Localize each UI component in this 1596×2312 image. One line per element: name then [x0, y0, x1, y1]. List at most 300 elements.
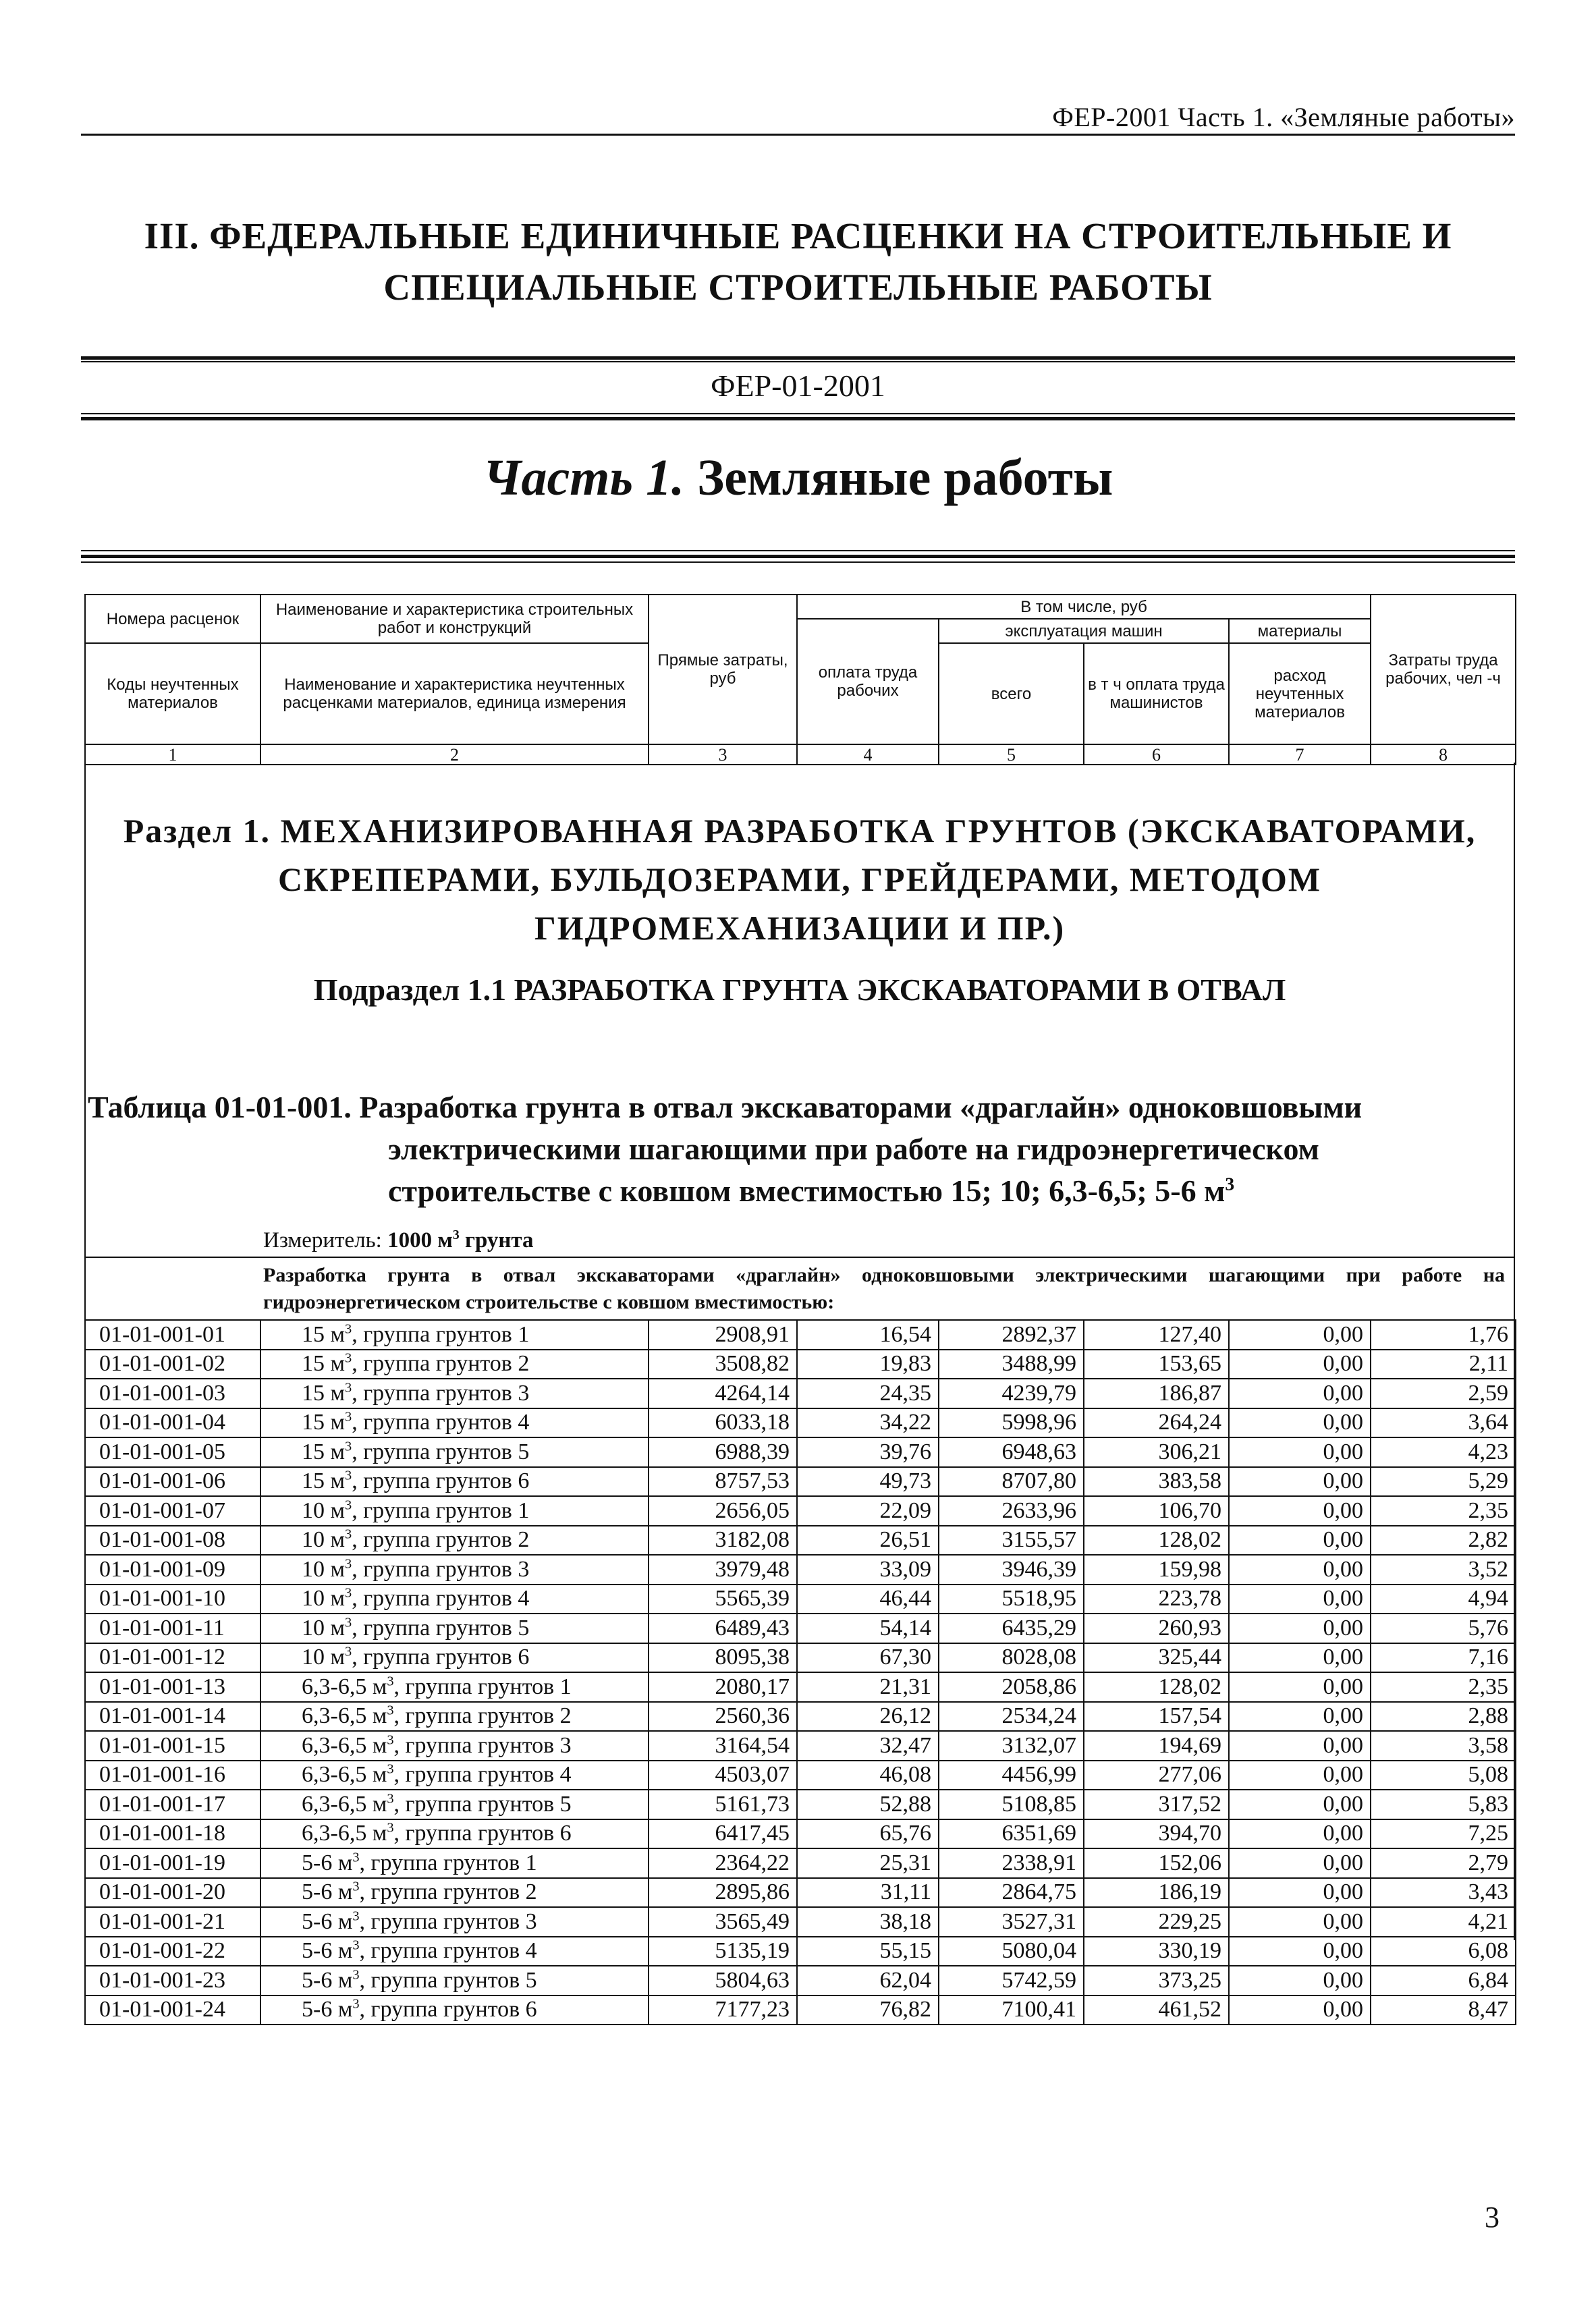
soil-group: , группа грунтов 3	[352, 1556, 530, 1582]
header-codes-top: Номера расценок	[85, 595, 260, 643]
machine-total-cell: 5742,59	[939, 1966, 1084, 1996]
labor-pay-cell: 31,11	[797, 1878, 939, 1908]
rate-code-cell: 01-01-001-03	[85, 1379, 260, 1408]
operator-pay-cell: 373,25	[1084, 1966, 1229, 1996]
unit-sup: 3	[345, 1439, 352, 1454]
unit-sup: 3	[345, 1380, 352, 1396]
unit-sup: 3	[345, 1644, 352, 1659]
soil-group: , группа грунтов 4	[352, 1586, 530, 1612]
soil-group: , группа грунтов 6	[352, 1645, 530, 1670]
table-description: Разработка грунта в отвал экскаваторами «драглайн» одноковшовыми электрическими шагающими при работе на гидроэнергетическом строительстве с ковшом вместимостью:	[263, 1264, 1505, 1313]
soil-group: , группа грунтов 4	[359, 1938, 537, 1964]
operator-pay-cell: 186,87	[1084, 1379, 1229, 1408]
divider-rule	[81, 356, 1515, 360]
rate-code-cell: 01-01-001-02	[85, 1350, 260, 1379]
labor-hours-cell: 3,64	[1371, 1408, 1516, 1438]
unit-sup: 3	[387, 1791, 394, 1807]
labor-pay-cell: 39,76	[797, 1437, 939, 1467]
machine-total-cell: 3488,99	[939, 1350, 1084, 1379]
rate-code-cell: 01-01-001-09	[85, 1555, 260, 1585]
bucket-size: 15 м	[302, 1351, 346, 1377]
code-title: ФЕР-01-2001	[711, 368, 885, 403]
unit-sup: 3	[387, 1703, 394, 1718]
work-name-cell	[260, 1702, 649, 1732]
soil-group: , группа грунтов 5	[359, 1967, 537, 1993]
operator-pay-cell: 260,93	[1084, 1614, 1229, 1643]
header-machines-total: всего	[939, 643, 1084, 744]
material-cell: 0,00	[1229, 1761, 1371, 1790]
header-name-bottom: Наименование и характеристика неучтенных расценками материалов, единица измерения	[260, 643, 649, 744]
direct-cost-cell: 3508,82	[649, 1350, 797, 1379]
column-header-table	[84, 594, 1516, 765]
rate-code-cell: 01-01-001-19	[85, 1848, 260, 1878]
operator-pay-cell: 277,06	[1084, 1761, 1229, 1790]
direct-cost-cell: 8095,38	[649, 1643, 797, 1673]
work-name-cell	[260, 1614, 649, 1643]
labor-hours-cell: 4,23	[1371, 1437, 1516, 1467]
direct-cost-cell: 4503,07	[649, 1761, 797, 1790]
unit-sup: 3	[352, 1967, 360, 1983]
labor-hours-cell: 2,35	[1371, 1672, 1516, 1702]
material-cell: 0,00	[1229, 1379, 1371, 1408]
divider-rule	[81, 555, 1515, 558]
material-cell: 0,00	[1229, 1819, 1371, 1849]
operator-pay-cell: 394,70	[1084, 1819, 1229, 1849]
operator-pay-cell: 152,06	[1084, 1848, 1229, 1878]
bucket-size: 10 м	[302, 1645, 346, 1670]
bucket-size: 5-6 м	[302, 1850, 353, 1875]
running-header: ФЕР-2001 Часть 1. «Земляные работы»	[1052, 102, 1515, 132]
rate-code-cell: 01-01-001-24	[85, 1996, 260, 2025]
machine-total-cell: 5080,04	[939, 1937, 1084, 1966]
rate-code-cell: 01-01-001-18	[85, 1819, 260, 1849]
bucket-size: 10 м	[302, 1586, 346, 1612]
labor-pay-cell: 76,82	[797, 1996, 939, 2025]
labor-hours-cell: 2,88	[1371, 1702, 1516, 1732]
labor-hours-cell: 5,29	[1371, 1467, 1516, 1497]
labor-hours-cell: 5,76	[1371, 1614, 1516, 1643]
column-number: 7	[1229, 744, 1371, 765]
bucket-size: 10 м	[302, 1497, 346, 1523]
unit-sup: 3	[345, 1556, 352, 1572]
labor-pay-cell: 46,08	[797, 1761, 939, 1790]
column-number: 3	[649, 744, 797, 765]
material-cell: 0,00	[1229, 1496, 1371, 1526]
work-name-cell	[260, 1555, 649, 1585]
work-name-cell	[260, 1907, 649, 1937]
machine-total-cell: 2058,86	[939, 1672, 1084, 1702]
header-codes-bottom: Коды неучтенных материалов	[85, 643, 260, 744]
labor-pay-cell: 52,88	[797, 1790, 939, 1819]
bucket-size: 5-6 м	[302, 1879, 353, 1905]
soil-group: , группа грунтов 2	[352, 1351, 530, 1377]
bucket-size: 6,3-6,5 м	[302, 1791, 387, 1817]
direct-cost-cell: 6417,45	[649, 1819, 797, 1849]
soil-group: , группа грунтов 1	[359, 1850, 537, 1875]
meter-value	[387, 1228, 533, 1253]
divider-rule	[81, 413, 1515, 414]
bucket-size: 6,3-6,5 м	[302, 1703, 387, 1729]
operator-pay-cell: 153,65	[1084, 1350, 1229, 1379]
table-row	[85, 1848, 1516, 1878]
bucket-size: 10 м	[302, 1527, 346, 1553]
unit-sup: 3	[387, 1761, 394, 1777]
soil-group: , группа грунтов 5	[352, 1615, 530, 1641]
labor-pay-cell: 19,83	[797, 1350, 939, 1379]
bucket-size: 5-6 м	[302, 1997, 353, 2022]
table-row	[85, 1350, 1516, 1379]
rate-code-cell: 01-01-001-21	[85, 1907, 260, 1937]
work-name-cell	[260, 1320, 649, 1350]
meter-label: Измеритель:	[263, 1228, 388, 1253]
unit-sup: 3	[345, 1321, 352, 1337]
direct-cost-cell: 6489,43	[649, 1614, 797, 1643]
operator-pay-cell: 461,52	[1084, 1996, 1229, 2025]
table-row	[85, 1496, 1516, 1526]
page-number: 3	[1485, 2201, 1499, 2234]
labor-hours-cell: 2,35	[1371, 1496, 1516, 1526]
table-row	[85, 1379, 1516, 1408]
machine-total-cell: 2892,37	[939, 1320, 1084, 1350]
labor-pay-cell: 22,09	[797, 1496, 939, 1526]
section-title-line: СПЕЦИАЛЬНЫЕ СТРОИТЕЛЬНЫЕ РАБОТЫ	[383, 267, 1213, 308]
unit-sup: 3	[345, 1409, 352, 1425]
labor-pay-cell: 25,31	[797, 1848, 939, 1878]
operator-pay-cell: 194,69	[1084, 1731, 1229, 1761]
rate-code-cell: 01-01-001-12	[85, 1643, 260, 1673]
material-cell: 0,00	[1229, 1614, 1371, 1643]
bucket-size: 6,3-6,5 м	[302, 1732, 387, 1758]
unit-sup: 3	[345, 1615, 352, 1630]
rate-code-cell: 01-01-001-23	[85, 1966, 260, 1996]
work-name-cell	[260, 1496, 649, 1526]
machine-total-cell: 8707,80	[939, 1467, 1084, 1497]
rate-code-cell: 01-01-001-10	[85, 1585, 260, 1614]
table-row	[85, 1790, 1516, 1819]
soil-group: , группа грунтов 5	[352, 1439, 530, 1464]
direct-cost-cell: 6988,39	[649, 1437, 797, 1467]
rate-code-cell: 01-01-001-22	[85, 1937, 260, 1966]
unit-sup: 3	[352, 1879, 360, 1894]
labor-pay-cell: 33,09	[797, 1555, 939, 1585]
material-cell: 0,00	[1229, 1408, 1371, 1438]
direct-cost-cell: 5804,63	[649, 1966, 797, 1996]
labor-pay-cell: 67,30	[797, 1643, 939, 1673]
direct-cost-cell: 5161,73	[649, 1790, 797, 1819]
rate-code-cell: 01-01-001-13	[85, 1672, 260, 1702]
labor-pay-cell: 24,35	[797, 1379, 939, 1408]
table-row	[85, 1437, 1516, 1467]
labor-pay-cell: 26,51	[797, 1526, 939, 1556]
labor-hours-cell: 5,83	[1371, 1790, 1516, 1819]
work-name-cell	[260, 1467, 649, 1497]
material-cell: 0,00	[1229, 1937, 1371, 1966]
operator-pay-cell: 325,44	[1084, 1643, 1229, 1673]
razdel-title-line: ГИДРОМЕХАНИЗАЦИИ И ПР.)	[534, 909, 1066, 947]
table-row	[85, 1937, 1516, 1966]
labor-hours-cell: 2,11	[1371, 1350, 1516, 1379]
work-name-cell	[260, 1878, 649, 1908]
labor-hours-cell: 5,08	[1371, 1761, 1516, 1790]
soil-group: , группа грунтов 2	[393, 1703, 572, 1729]
work-name-cell	[260, 1761, 649, 1790]
rate-code-cell: 01-01-001-01	[85, 1320, 260, 1350]
work-name-cell	[260, 1526, 649, 1556]
header-rule	[81, 134, 1515, 136]
meter-line	[263, 1228, 534, 1253]
bucket-size: 15 м	[302, 1468, 346, 1494]
material-cell: 0,00	[1229, 1878, 1371, 1908]
bucket-size: 6,3-6,5 м	[302, 1674, 387, 1699]
direct-cost-cell: 2560,36	[649, 1702, 797, 1732]
work-name-cell	[260, 1966, 649, 1996]
bucket-size: 5-6 м	[302, 1908, 353, 1934]
header-labor-hours: Затраты труда рабочих, чел -ч	[1371, 595, 1516, 744]
labor-pay-cell: 65,76	[797, 1819, 939, 1849]
material-cell: 0,00	[1229, 1320, 1371, 1350]
operator-pay-cell: 383,58	[1084, 1467, 1229, 1497]
unit-sup: 3	[345, 1350, 352, 1366]
rates-table-body	[85, 1320, 1516, 2025]
direct-cost-cell: 3164,54	[649, 1731, 797, 1761]
machine-total-cell: 6948,63	[939, 1437, 1084, 1467]
operator-pay-cell: 128,02	[1084, 1526, 1229, 1556]
machine-total-cell: 6351,69	[939, 1819, 1084, 1849]
rate-code-cell: 01-01-001-16	[85, 1761, 260, 1790]
direct-cost-cell: 3565,49	[649, 1907, 797, 1937]
table-row	[85, 1996, 1516, 2025]
machine-total-cell: 7100,41	[939, 1996, 1084, 2025]
soil-group: , группа грунтов 4	[393, 1762, 572, 1788]
tablica-title-line: электрическими шагающими при работе на гидроэнергетическом	[388, 1132, 1319, 1166]
material-cell: 0,00	[1229, 1702, 1371, 1732]
labor-hours-cell: 7,25	[1371, 1819, 1516, 1849]
header-machines: эксплуатация машин	[939, 619, 1229, 643]
header-material-usage: расход неучтенных материалов	[1229, 643, 1371, 744]
tablica-title-text: строительстве с ковшом вместимостью 15; 10; 6,3-6,5; 5-6 м	[388, 1174, 1226, 1208]
unit-sup: 3	[352, 1996, 360, 2012]
table-row	[85, 1702, 1516, 1732]
column-number: 5	[939, 744, 1084, 765]
direct-cost-cell: 8757,53	[649, 1467, 797, 1497]
work-name-cell	[260, 1585, 649, 1614]
meter-unit: грунта	[459, 1228, 534, 1253]
labor-hours-cell: 3,43	[1371, 1878, 1516, 1908]
tablica-title-sup: 3	[1225, 1173, 1235, 1194]
bucket-size: 15 м	[302, 1380, 346, 1406]
unit-sup: 3	[345, 1497, 352, 1513]
labor-hours-cell: 2,82	[1371, 1526, 1516, 1556]
table-row	[85, 1731, 1516, 1761]
tablica-title-line	[88, 1170, 1512, 1212]
column-number: 1	[85, 744, 260, 765]
operator-pay-cell: 229,25	[1084, 1907, 1229, 1937]
machine-total-cell: 3155,57	[939, 1526, 1084, 1556]
operator-pay-cell: 306,21	[1084, 1437, 1229, 1467]
bucket-size: 6,3-6,5 м	[302, 1821, 387, 1846]
part-title-rest: Земляные работы	[684, 449, 1113, 506]
soil-group: , группа грунтов 6	[359, 1997, 537, 2022]
direct-cost-cell: 3979,48	[649, 1555, 797, 1585]
soil-group: , группа грунтов 3	[352, 1380, 530, 1406]
work-name-cell	[260, 1731, 649, 1761]
operator-pay-cell: 159,98	[1084, 1555, 1229, 1585]
work-name-cell	[260, 1643, 649, 1673]
machine-total-cell: 3946,39	[939, 1555, 1084, 1585]
tablica-title	[88, 1086, 1512, 1212]
work-name-cell	[260, 1350, 649, 1379]
labor-hours-cell: 2,79	[1371, 1848, 1516, 1878]
meter-sup: 3	[452, 1228, 460, 1242]
column-number: 6	[1084, 744, 1229, 765]
operator-pay-cell: 186,19	[1084, 1878, 1229, 1908]
material-cell: 0,00	[1229, 1672, 1371, 1702]
operator-pay-cell: 330,19	[1084, 1937, 1229, 1966]
unit-sup: 3	[387, 1820, 394, 1836]
table-row	[85, 1467, 1516, 1497]
part-title-italic: Часть 1.	[483, 449, 685, 506]
machine-total-cell: 3527,31	[939, 1907, 1084, 1937]
machine-total-cell: 2864,75	[939, 1878, 1084, 1908]
header-direct-costs: Прямые затраты, руб	[649, 595, 797, 744]
work-name-cell	[260, 1790, 649, 1819]
soil-group: , группа грунтов 3	[359, 1908, 537, 1934]
razdel-title	[94, 806, 1505, 952]
header-materials: материалы	[1229, 619, 1371, 643]
direct-cost-cell: 2364,22	[649, 1848, 797, 1878]
tablica-title-line: Таблица 01-01-001. Разработка грунта в отвал экскаваторами «драглайн» одноковшовыми	[88, 1090, 1363, 1124]
labor-hours-cell: 1,76	[1371, 1320, 1516, 1350]
table-row	[85, 1585, 1516, 1614]
machine-total-cell: 5108,85	[939, 1790, 1084, 1819]
material-cell: 0,00	[1229, 1350, 1371, 1379]
material-cell: 0,00	[1229, 1643, 1371, 1673]
divider-rule	[81, 361, 1515, 362]
soil-group: , группа грунтов 3	[393, 1732, 572, 1758]
table-row	[85, 1643, 1516, 1673]
soil-group: , группа грунтов 6	[393, 1821, 572, 1846]
unit-sup: 3	[352, 1908, 360, 1924]
material-cell: 0,00	[1229, 1731, 1371, 1761]
razdel-title-line: Раздел 1. МЕХАНИЗИРОВАННАЯ РАЗРАБОТКА ГРУНТОВ (ЭКСКАВАТОРАМИ,	[123, 812, 1477, 850]
operator-pay-cell: 157,54	[1084, 1702, 1229, 1732]
rate-code-cell: 01-01-001-08	[85, 1526, 260, 1556]
bucket-size: 10 м	[302, 1556, 346, 1582]
direct-cost-cell: 2895,86	[649, 1878, 797, 1908]
direct-cost-cell: 7177,23	[649, 1996, 797, 2025]
table-row	[85, 1966, 1516, 1996]
section-title	[81, 211, 1515, 313]
material-cell: 0,00	[1229, 1996, 1371, 2025]
direct-cost-cell: 2908,91	[649, 1320, 797, 1350]
bucket-size: 15 м	[302, 1321, 346, 1347]
bucket-size: 15 м	[302, 1439, 346, 1464]
labor-pay-cell: 16,54	[797, 1320, 939, 1350]
labor-hours-cell: 6,08	[1371, 1937, 1516, 1966]
material-cell: 0,00	[1229, 1966, 1371, 1996]
labor-hours-cell: 3,52	[1371, 1555, 1516, 1585]
rate-code-cell: 01-01-001-17	[85, 1790, 260, 1819]
bucket-size: 6,3-6,5 м	[302, 1762, 387, 1788]
unit-sup: 3	[387, 1674, 394, 1689]
unit-sup: 3	[352, 1937, 360, 1953]
direct-cost-cell: 2656,05	[649, 1496, 797, 1526]
work-name-cell	[260, 1996, 649, 2025]
rate-code-cell: 01-01-001-05	[85, 1437, 260, 1467]
work-name-cell	[260, 1819, 649, 1849]
direct-cost-cell: 5565,39	[649, 1585, 797, 1614]
direct-cost-cell: 6033,18	[649, 1408, 797, 1438]
labor-pay-cell: 21,31	[797, 1672, 939, 1702]
table-row	[85, 1526, 1516, 1556]
operator-pay-cell: 264,24	[1084, 1408, 1229, 1438]
table-row	[85, 1408, 1516, 1438]
bucket-size: 15 м	[302, 1410, 346, 1435]
work-name-cell	[260, 1379, 649, 1408]
labor-pay-cell: 34,22	[797, 1408, 939, 1438]
soil-group: , группа грунтов 1	[352, 1321, 530, 1347]
machine-total-cell: 5518,95	[939, 1585, 1084, 1614]
rate-code-cell: 01-01-001-07	[85, 1496, 260, 1526]
rate-code-cell: 01-01-001-04	[85, 1408, 260, 1438]
machine-total-cell: 4239,79	[939, 1379, 1084, 1408]
labor-pay-cell: 46,44	[797, 1585, 939, 1614]
divider-rule	[81, 561, 1515, 563]
labor-hours-cell: 8,47	[1371, 1996, 1516, 2025]
material-cell: 0,00	[1229, 1467, 1371, 1497]
table-row	[85, 1907, 1516, 1937]
labor-pay-cell: 32,47	[797, 1731, 939, 1761]
subrazdel-title: Подраздел 1.1 РАЗРАБОТКА ГРУНТА ЭКСКАВАТОРАМИ В ОТВАЛ	[313, 972, 1286, 1007]
header-name-top: Наименование и характеристика строительных работ и конструкций	[260, 595, 649, 643]
machine-total-cell: 4456,99	[939, 1761, 1084, 1790]
table-row	[85, 1320, 1516, 1350]
machine-total-cell: 2338,91	[939, 1848, 1084, 1878]
machine-total-cell: 5998,96	[939, 1408, 1084, 1438]
work-name-cell	[260, 1408, 649, 1438]
soil-group: , группа грунтов 6	[352, 1468, 530, 1494]
meter-rule	[84, 1257, 1515, 1258]
razdel-title-line: СКРЕПЕРАМИ, БУЛЬДОЗЕРАМИ, ГРЕЙДЕРАМИ, МЕТОДОМ	[277, 860, 1322, 898]
rates-table	[84, 1319, 1516, 2025]
material-cell: 0,00	[1229, 1526, 1371, 1556]
machine-total-cell: 8028,08	[939, 1643, 1084, 1673]
labor-pay-cell: 38,18	[797, 1907, 939, 1937]
soil-group: , группа грунтов 5	[393, 1791, 572, 1817]
unit-sup: 3	[352, 1850, 360, 1865]
labor-pay-cell: 26,12	[797, 1702, 939, 1732]
labor-hours-cell: 3,58	[1371, 1731, 1516, 1761]
labor-pay-cell: 49,73	[797, 1467, 939, 1497]
soil-group: , группа грунтов 1	[352, 1497, 530, 1523]
unit-sup: 3	[387, 1732, 394, 1748]
work-name-cell	[260, 1848, 649, 1878]
part-title	[81, 449, 1515, 507]
machine-total-cell: 3132,07	[939, 1731, 1084, 1761]
labor-hours-cell: 6,84	[1371, 1966, 1516, 1996]
column-number: 8	[1371, 744, 1516, 765]
labor-hours-cell: 4,94	[1371, 1585, 1516, 1614]
material-cell: 0,00	[1229, 1437, 1371, 1467]
table-row	[85, 1819, 1516, 1849]
operator-pay-cell: 317,52	[1084, 1790, 1229, 1819]
divider-rule	[81, 417, 1515, 420]
header-operator-pay: в т ч оплата труда машинистов	[1084, 643, 1229, 744]
direct-cost-cell: 3182,08	[649, 1526, 797, 1556]
work-name-cell	[260, 1672, 649, 1702]
material-cell: 0,00	[1229, 1555, 1371, 1585]
table-row	[85, 1672, 1516, 1702]
